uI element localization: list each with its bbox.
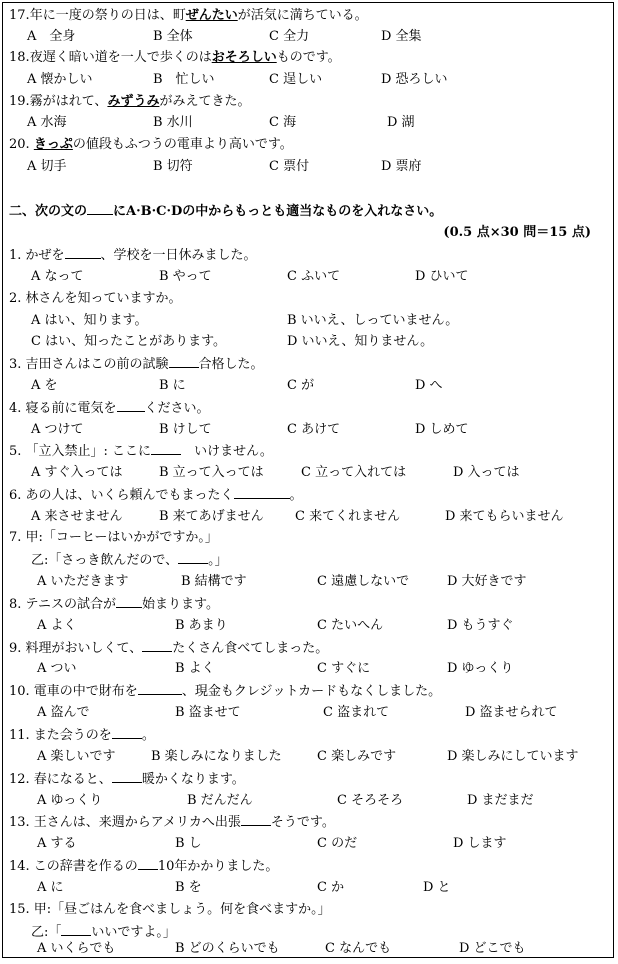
- q11-option-b[interactable]: B 楽しみになりました: [151, 749, 282, 764]
- answer-blank: [87, 202, 113, 215]
- q19-option-c[interactable]: C 海: [269, 115, 297, 130]
- q14-option-b[interactable]: B を: [175, 880, 202, 895]
- q3-option-c[interactable]: C が: [287, 378, 315, 393]
- q7-option-a[interactable]: A いただきます: [37, 574, 129, 589]
- question-text-post: ものです。: [276, 50, 341, 65]
- question-15-line-1: 15. 甲:「昼ごはんを食べましょう。何を食べますか。」: [9, 902, 331, 917]
- q4-option-b[interactable]: B けして: [159, 422, 212, 437]
- answer-blank[interactable]: [169, 355, 199, 368]
- question-text-a: 乙:「さっき飲んだので、: [31, 553, 179, 568]
- question-19: [9, 93, 250, 111]
- heading-text-b: にA·B·C·Dの中からもっとも適当なものを入れなさい。: [113, 204, 443, 219]
- question-17: [9, 7, 368, 25]
- question-text-b: 始まります。: [142, 597, 219, 612]
- q2-option-d[interactable]: D いいえ、知りません。: [287, 334, 434, 349]
- q2-option-c[interactable]: C はい、知ったことがあります。: [31, 334, 227, 349]
- question-text-a: 13. 王さんは、来週からアメリカへ出張: [9, 815, 241, 830]
- q8-option-b[interactable]: B あまり: [175, 618, 228, 633]
- q3-option-d[interactable]: D へ: [415, 378, 443, 393]
- q8-option-d[interactable]: D もうすぐ: [447, 618, 514, 633]
- q20-option-b[interactable]: B 切符: [153, 159, 193, 174]
- question-text-b: 。」: [208, 553, 228, 568]
- q3-option-a[interactable]: A を: [31, 378, 58, 393]
- answer-blank[interactable]: [112, 726, 142, 739]
- question-text-b: 、現金もクレジットカードもなくしました。: [181, 684, 442, 699]
- q19-option-a[interactable]: A 水海: [27, 115, 67, 130]
- score-note: (0.5 点×30 問＝15 点): [443, 225, 591, 240]
- q8-option-a[interactable]: A よく: [37, 618, 77, 633]
- q12-option-b[interactable]: B だんだん: [187, 793, 253, 808]
- q19-option-b[interactable]: B 水川: [153, 115, 193, 130]
- q10-option-c[interactable]: C 盗まれて: [323, 705, 390, 720]
- question-text-a: 8. テニスの試合が: [9, 597, 117, 612]
- q7-option-c[interactable]: C 遠慮しないで: [317, 574, 410, 589]
- q4-option-c[interactable]: C あけて: [287, 422, 341, 437]
- q20-option-a[interactable]: A 切手: [27, 159, 67, 174]
- answer-blank[interactable]: [138, 857, 158, 870]
- question-text-b: 。: [141, 728, 155, 743]
- question-text-a: 5. 「立入禁止」: ここに: [9, 444, 152, 459]
- answer-blank[interactable]: [151, 442, 181, 455]
- q17-option-b[interactable]: B 全体: [153, 29, 193, 44]
- answer-blank[interactable]: [138, 682, 182, 695]
- question-20: [9, 136, 293, 154]
- q4-option-d[interactable]: D しめて: [415, 422, 469, 437]
- question-text-a: 9. 料理がおいしくて、: [9, 641, 143, 656]
- question-6: [9, 486, 303, 505]
- answer-blank[interactable]: [241, 813, 271, 826]
- q9-option-c[interactable]: C すぐに: [317, 661, 371, 676]
- q12-option-a[interactable]: A ゆっくり: [37, 793, 103, 808]
- q7-option-b[interactable]: B 結構です: [181, 574, 247, 589]
- q13-option-b[interactable]: B し: [175, 836, 202, 851]
- question-14: [9, 857, 278, 876]
- q5-option-a[interactable]: A すぐ入っては: [31, 465, 123, 480]
- q1-option-c[interactable]: C ふいて: [287, 269, 341, 284]
- question-text-b: たくさん食べてしまった。: [172, 641, 329, 656]
- q12-option-c[interactable]: C そろそろ: [337, 793, 404, 808]
- question-2: 2. 林さんを知っていますか。: [9, 291, 182, 306]
- question-text-post: が活気に満ちている。: [237, 8, 368, 23]
- q18-option-c[interactable]: C 逞しい: [269, 72, 323, 87]
- q20-option-c[interactable]: C 票付: [269, 159, 310, 174]
- question-4: [9, 399, 210, 418]
- q15-option-a[interactable]: A いくらでも: [37, 941, 116, 956]
- question-text-pre: 年に一度の祭りの日は、町: [29, 8, 186, 23]
- q5-option-d[interactable]: D 入っては: [453, 465, 520, 480]
- question-9: [9, 639, 328, 658]
- q17-option-d[interactable]: D 全集: [381, 29, 422, 44]
- question-text-a: 14. この辞書を作るの: [9, 859, 138, 874]
- question-1: [9, 246, 257, 265]
- question-12: [9, 770, 245, 789]
- q15-option-d[interactable]: D どこでも: [459, 941, 526, 956]
- question-text-a: 6. あの人は、いくら頼んでもまったく: [9, 488, 234, 503]
- question-number: 19.: [9, 94, 30, 109]
- question-text-a: 11. また会うのを: [9, 728, 112, 743]
- underlined-word: きっぷ: [33, 137, 73, 152]
- question-text-a: 12. 春になると、: [9, 772, 112, 787]
- question-text-b: 。: [289, 488, 303, 503]
- underlined-word: ぜんたい: [185, 8, 238, 23]
- question-text-b: 10年かかりました。: [157, 859, 279, 874]
- q10-option-a[interactable]: A 盗んで: [37, 705, 90, 720]
- question-text-b: いけません。: [181, 444, 273, 459]
- question-3: [9, 355, 264, 374]
- q14-option-d[interactable]: D と: [423, 880, 451, 895]
- question-text-b: 合格した。: [198, 357, 264, 372]
- question-number: 18.: [9, 50, 30, 65]
- question-18: [9, 49, 341, 67]
- answer-blank[interactable]: [178, 551, 208, 564]
- q18-option-b[interactable]: B 忙しい: [153, 72, 215, 87]
- answer-blank[interactable]: [234, 486, 290, 499]
- q12-option-d[interactable]: D まだまだ: [467, 793, 534, 808]
- q13-option-c[interactable]: C のだ: [317, 836, 358, 851]
- question-text-pre: 霧がはれて、: [29, 94, 108, 109]
- q10-option-b[interactable]: B 盗ませて: [175, 705, 241, 720]
- question-text-post: がみえてきた。: [159, 94, 251, 109]
- question-13: [9, 813, 335, 832]
- question-text-a: 乙:「: [31, 925, 62, 940]
- q1-option-d[interactable]: D ひいて: [415, 269, 469, 284]
- answer-blank[interactable]: [117, 399, 145, 412]
- q18-option-a[interactable]: A 懐かしい: [27, 72, 93, 87]
- q2-option-b[interactable]: B いいえ、しっていません。: [287, 313, 459, 328]
- question-text-b: ください。: [144, 401, 210, 416]
- q17-option-a[interactable]: A 全身: [27, 29, 76, 44]
- question-text-a: 3. 吉田さんはこの前の試験: [9, 357, 169, 372]
- question-5: [9, 442, 273, 461]
- q11-option-d[interactable]: D 楽しみにしています: [447, 749, 579, 764]
- q14-option-a[interactable]: A に: [37, 880, 64, 895]
- q15-option-c[interactable]: C なんでも: [325, 941, 392, 956]
- question-7-line-1: 7. 甲:「コーヒーはいかがですか。」: [9, 530, 218, 545]
- q19-option-d[interactable]: D 湖: [387, 115, 415, 130]
- q15-option-b[interactable]: B どのくらいでも: [175, 941, 280, 956]
- q9-option-b[interactable]: B よく: [175, 661, 215, 676]
- q13-option-d[interactable]: D します: [453, 836, 507, 851]
- q6-option-d[interactable]: D 来てもらいません: [445, 509, 564, 524]
- underlined-word: みずうみ: [107, 94, 160, 109]
- question-text-b: 、学校を一日休みました。: [100, 248, 257, 263]
- question-number: 20.: [9, 137, 30, 152]
- question-text-pre: 夜遅く暗い道を一人で歩くのは: [29, 50, 212, 65]
- q9-option-a[interactable]: A つい: [37, 661, 77, 676]
- q13-option-a[interactable]: A する: [37, 836, 77, 851]
- q7-option-d[interactable]: D 大好きです: [447, 574, 527, 589]
- question-text-b: 暖かくなります。: [141, 772, 245, 787]
- q6-option-b[interactable]: B 来てあげません: [159, 509, 264, 524]
- q6-option-c[interactable]: C 来てくれません: [295, 509, 401, 524]
- question-number: 17.: [9, 8, 30, 23]
- q14-option-c[interactable]: C か: [317, 880, 345, 895]
- question-text-a: 1. かぜを: [9, 248, 65, 263]
- q11-option-c[interactable]: C 楽しみです: [317, 749, 397, 764]
- answer-blank[interactable]: [65, 246, 101, 259]
- question-8: [9, 595, 219, 614]
- exam-page: [2, 2, 614, 958]
- q6-option-a[interactable]: A 来させません: [31, 509, 123, 524]
- question-10: [9, 682, 441, 701]
- q5-option-c[interactable]: C 立って入れては: [301, 465, 407, 480]
- answer-blank[interactable]: [116, 595, 142, 608]
- q10-option-d[interactable]: D 盗ませられて: [465, 705, 558, 720]
- answer-blank[interactable]: [61, 923, 91, 936]
- question-text-b: そうです。: [270, 815, 335, 830]
- question-11: [9, 726, 155, 745]
- answer-blank[interactable]: [112, 770, 142, 783]
- answer-blank[interactable]: [142, 639, 172, 652]
- q8-option-c[interactable]: C たいへん: [317, 618, 384, 633]
- q1-option-b[interactable]: B やって: [159, 269, 212, 284]
- q17-option-c[interactable]: C 全力: [269, 29, 310, 44]
- q3-option-b[interactable]: B に: [159, 378, 186, 393]
- question-text-a: 10. 電車の中で財布を: [9, 684, 138, 699]
- q11-option-a[interactable]: A 楽しいです: [37, 749, 116, 764]
- underlined-word: おそろしい: [211, 50, 277, 65]
- q2-option-a[interactable]: A はい、知ります。: [31, 313, 148, 328]
- question-text-b: いいですよ。」: [91, 925, 176, 940]
- question-text-post: の値段もふつうの電車より高いです。: [72, 137, 293, 152]
- question-7-line-2: [31, 551, 228, 570]
- q20-option-d[interactable]: D 票府: [381, 159, 422, 174]
- heading-text-a: 二、次の文の: [9, 204, 88, 219]
- q5-option-b[interactable]: B 立って入っては: [159, 465, 264, 480]
- q18-option-d[interactable]: D 恐ろしい: [381, 72, 448, 87]
- q9-option-d[interactable]: D ゆっくり: [447, 661, 514, 676]
- section-2-heading: [9, 202, 442, 221]
- q1-option-a[interactable]: A なって: [31, 269, 84, 284]
- q4-option-a[interactable]: A つけて: [31, 422, 84, 437]
- question-text-a: 4. 寝る前に電気を: [9, 401, 117, 416]
